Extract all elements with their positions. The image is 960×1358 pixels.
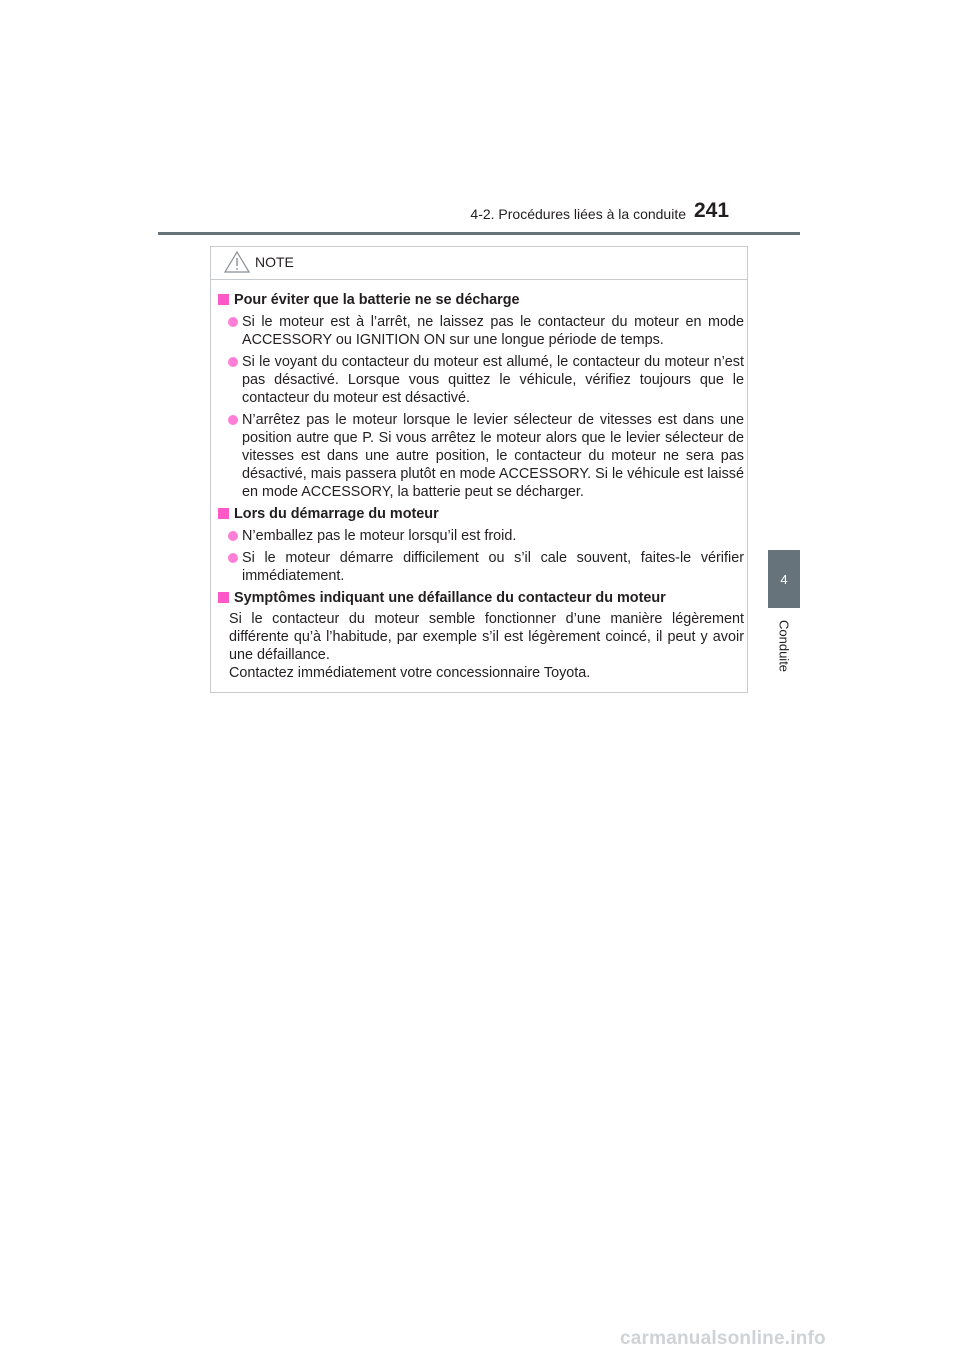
round-bullet-icon — [228, 531, 238, 541]
watermark: carmanualsonline.info — [620, 1328, 826, 1349]
paragraph-text: Contactez immédiatement votre concessionnaire Toyota. — [229, 665, 591, 681]
paragraph — [216, 610, 744, 682]
round-bullet-icon — [228, 357, 238, 367]
paragraph-text: Si le contacteur du moteur semble fonctionner d’une manière légèrement différente qu’à l’habitude, par exemple s’il est légèrement coincé, il peut y avoir une défaillance. — [229, 611, 744, 663]
note-header — [211, 247, 747, 280]
list-item: N’arrêtez pas le moteur lorsque le levier sélecteur de vitesses est dans une position autre que P. Si vous arrêtez le moteur alors que le levier sélecteur de vitesses est dans une autre position, le contacteur du moteur ne sera pas désactivé, mais passera plutôt en mode ACCESSORY. Si le véhicule est laissé en mode ACCESSORY, la batterie peut se décharger. — [216, 411, 744, 501]
list-item: N’emballez pas le moteur lorsqu’il est froid. — [216, 527, 744, 545]
square-bullet-icon — [218, 508, 229, 519]
round-bullet-icon — [228, 317, 238, 327]
section-title: Symptômes indiquant une défaillance du contacteur du moteur — [216, 589, 744, 607]
note-title: NOTE — [255, 254, 294, 270]
header-rule — [158, 232, 800, 235]
list-item: Si le voyant du contacteur du moteur est allumé, le contacteur du moteur n’est pas désactivé. Lorsque vous quittez le véhicule, vérifiez toujours que le contacteur du moteur est désactivé. — [216, 353, 744, 407]
note-body — [216, 287, 744, 682]
note-box — [210, 246, 748, 693]
section-title: Pour éviter que la batterie ne se décharge — [216, 291, 744, 309]
page-number: 241 — [694, 199, 730, 222]
round-bullet-icon — [228, 415, 238, 425]
list-item: Si le moteur démarre difficilement ou s’il cale souvent, faites-le vérifier immédiatement. — [216, 549, 744, 585]
section-title: Lors du démarrage du moteur — [216, 505, 744, 523]
round-bullet-icon — [228, 553, 238, 563]
chapter-label: Conduite — [776, 620, 792, 673]
chapter-tab — [768, 550, 800, 608]
square-bullet-icon — [218, 592, 229, 603]
running-header-section: 4-2. Procédures liées à la conduite — [470, 206, 686, 222]
list-item: Si le moteur est à l’arrêt, ne laissez pas le contacteur du moteur en mode ACCESSORY ou IGNITION ON sur une longue période de temps. — [216, 313, 744, 349]
warning-triangle-icon — [224, 251, 250, 273]
square-bullet-icon — [218, 294, 229, 305]
chapter-number: 4 — [780, 571, 788, 587]
